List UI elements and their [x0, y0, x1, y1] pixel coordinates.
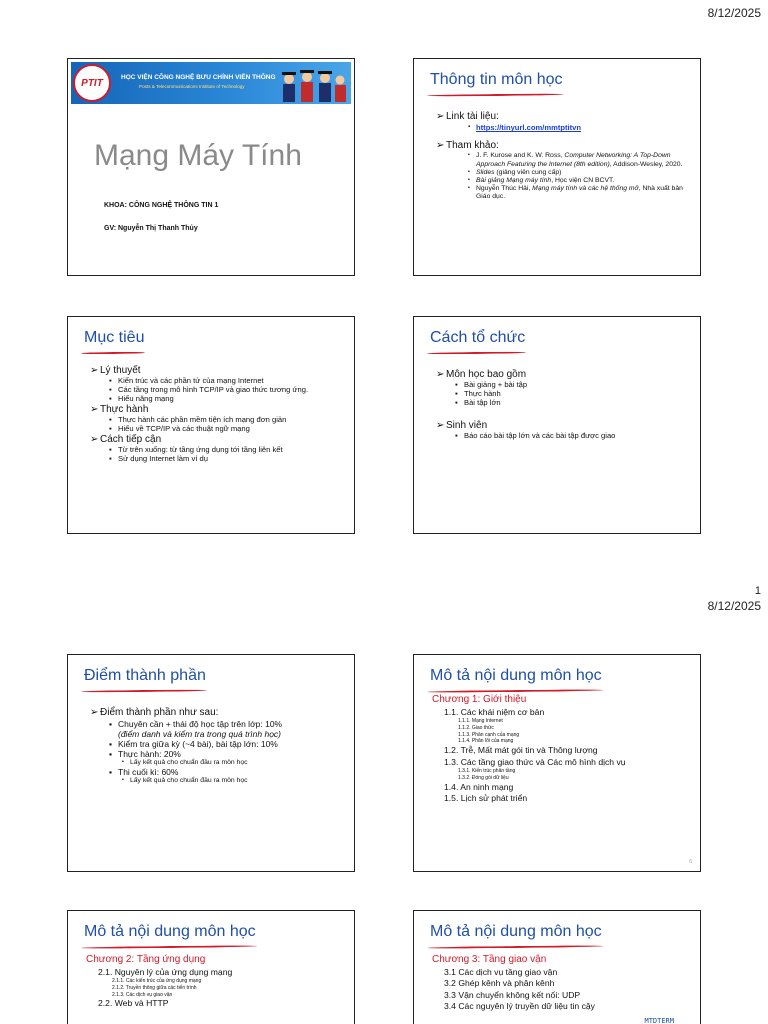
outline-item: 3.3 Vận chuyển không kết nối: UDP: [444, 989, 581, 1000]
outline-subitem: 2.1.3. Các dịch vụ giao vận: [112, 991, 173, 998]
list-item: ▪ Bài tập lớn: [436, 399, 692, 408]
slide-outline-ch3: [413, 910, 701, 1024]
slide-heading: Mô tả nội dung môn học: [430, 667, 602, 684]
outline-item: 3.2 Ghép kênh và phân kênh: [444, 978, 555, 989]
grading-subitem: ▪ Lấy kết quả cho chuẩn đầu ra môn học: [90, 777, 346, 785]
list-item: ▪ Sử dụng Internet làm ví dụ: [90, 455, 346, 464]
outline-subitem: 1.3.2. Đóng gói dữ liệu: [458, 775, 509, 782]
outline-item: 3.1 Các dịch vụ tầng giao vận: [444, 966, 558, 977]
section-heading: ➢ Thực hành: [90, 404, 346, 416]
slide-heading: Cách tổ chức: [430, 329, 526, 346]
watermark-text: MTDTERM: [644, 1017, 674, 1024]
outline-subitem: 2.1.2. Truyền thông giữa các tiến trình: [112, 984, 197, 991]
outline-subitem: 1.3.1. Kiến trúc phân tầng: [458, 768, 516, 775]
slide-body: [90, 365, 346, 464]
lecturer-label: GV: Nguyễn Thị Thanh Thủy: [104, 225, 198, 232]
reference-item: ▪ Bài giảng Mạng máy tính, Học viện CN BCVT.: [436, 177, 692, 185]
slide-organization: [413, 316, 701, 534]
list-item: ▪ Kiến trúc và các phần tử của mạng Internet: [90, 377, 346, 386]
grading-intro: ➢ Điểm thành phần như sau:: [90, 707, 346, 719]
banner-institute-name-en: Posts & Telecommunications Institute of Technology: [139, 84, 245, 89]
list-item: ▪ Bài giảng + bài tập: [436, 381, 692, 390]
slide-number: 6: [689, 859, 692, 865]
course-title: Mạng Máy Tính: [94, 139, 302, 172]
grading-item: ▪ Kiểm tra giữa kỳ (~4 bài), bài tập lớn: 10%: [90, 739, 346, 749]
slide-body: [90, 707, 346, 786]
chapter-heading: Chương 2: Tầng ứng dụng: [86, 954, 206, 965]
slide-heading: Mô tả nội dung môn học: [84, 923, 256, 940]
slide-title-page: [67, 58, 355, 276]
grading-item: ▪ Thực hành: 20%: [90, 749, 346, 759]
outline-body: [432, 953, 692, 1013]
outline-subitem: 1.1.1. Mạng Internet: [458, 718, 503, 725]
graduates-image-icon: [277, 66, 347, 102]
outline-item: 1.3. Các tầng giao thức và Các mô hình dịch vụ: [444, 756, 626, 767]
section-heading: ➢ Môn học bao gồm: [436, 369, 692, 381]
slide-heading: Mục tiêu: [84, 329, 145, 346]
slide-outline-ch2: [67, 910, 355, 1024]
outline-item: 1.2. Trễ, Mất mát gói tin và Thông lượng: [444, 745, 598, 756]
list-item: ▪ Hiểu năng mạng: [90, 395, 346, 404]
references-label: ➢ Tham khảo:: [436, 140, 692, 152]
outline-item: 1.1. Các khái niệm cơ bản: [444, 706, 545, 717]
list-item: ▪ Thực hành: [436, 390, 692, 399]
grading-subitem: ▪ Lấy kết quả cho chuẩn đầu ra môn học: [90, 759, 346, 767]
outline-body: [86, 953, 346, 1010]
slide-body: [436, 369, 692, 441]
outline-body: [432, 693, 692, 805]
banner-institute-name: HỌC VIỆN CÔNG NGHỆ BƯU CHÍNH VIỄN THÔNG: [121, 74, 276, 81]
outline-item: 2.1. Nguyên lý của ứng dụng mạng: [98, 966, 233, 977]
outline-subitem: 1.1.3. Phân cạnh của mạng: [458, 731, 520, 738]
faculty-label: KHOA: CÔNG NGHỆ THÔNG TIN 1: [104, 202, 219, 209]
outline-item: 3.4 Các nguyên lý truyền dữ liệu tin cậy: [444, 1001, 595, 1012]
grading-item: ▪ Thi cuối kì: 60%: [90, 767, 346, 777]
reference-item: ▪ J. F. Kurose and K. W. Ross, Computer Networking: A Top-Down Approach Featuring the Internet (8th edition), Addison-Wesley, 2020.: [436, 152, 692, 168]
section-heading: ➢ Sinh viên: [436, 420, 692, 432]
page-number: 1: [754, 585, 761, 597]
chapter-heading: Chương 1: Giới thiệu: [432, 694, 527, 705]
section-heading: ➢ Lý thuyết: [90, 365, 346, 377]
outline-item: 2.2. Web và HTTP: [98, 998, 169, 1009]
outline-subitem: 1.1.2. Giao thức: [458, 724, 494, 731]
reference-item: ▪ Slides (giảng viên cung cấp): [436, 169, 692, 177]
outline-item: 1.4. An ninh mạng: [444, 781, 514, 792]
slide-body: [436, 111, 692, 201]
outline-subitem: 2.1.1. Các kiến trúc của ứng dụng mạng: [112, 978, 202, 985]
outline-item: 1.5. Lịch sử phát triển: [444, 793, 528, 804]
slide-grading: [67, 654, 355, 872]
link-label: ➢ Link tài liệu:: [436, 111, 692, 123]
ptit-logo-icon: PTIT: [73, 64, 111, 102]
grading-item: ▪ Chuyên cần + thái độ học tập trên lớp: 10% (điểm danh và kiểm tra trong quá trình học): [90, 719, 346, 739]
slide-heading: Điểm thành phần: [84, 667, 206, 684]
page-date: 8/12/2025: [707, 6, 761, 20]
chapter-heading: Chương 3: Tầng giao vận: [432, 954, 547, 965]
outline-subitem: 1.1.4. Phân lõi của mạng: [458, 738, 514, 745]
list-item: ▪ Các tầng trong mô hình TCP/IP và giao thức tương ứng.: [90, 386, 346, 395]
slide-heading: Mô tả nội dung môn học: [430, 923, 602, 940]
list-item: ▪ Hiểu về TCP/IP và các thuật ngữ mạng: [90, 425, 346, 434]
section-heading: ➢ Cách tiếp cận: [90, 434, 346, 446]
list-item: ▪ Từ trên xuống: từ tầng ứng dụng tới tầng liên kết: [90, 446, 346, 455]
list-item: ▪ Báo cáo bài tập lớn và các bài tập được giao: [436, 432, 692, 441]
materials-link[interactable]: https://tinyurl.com/mmtptitvn: [476, 123, 582, 133]
reference-item: ▪ Nguyễn Thúc Hải, Mạng máy tính và các hệ thống mở, Nhà xuất bản Giáo dục.: [436, 185, 692, 201]
page-date: 8/12/2025: [707, 599, 761, 613]
list-item: ▪ Thực hành các phần mềm tiện ích mạng đơn giản: [90, 416, 346, 425]
slide-objectives: [67, 316, 355, 534]
slide-outline-ch1: [413, 654, 701, 872]
slide-course-info: [413, 58, 701, 276]
slide-heading: Thông tin môn học: [430, 71, 563, 88]
institute-banner: [71, 62, 351, 104]
